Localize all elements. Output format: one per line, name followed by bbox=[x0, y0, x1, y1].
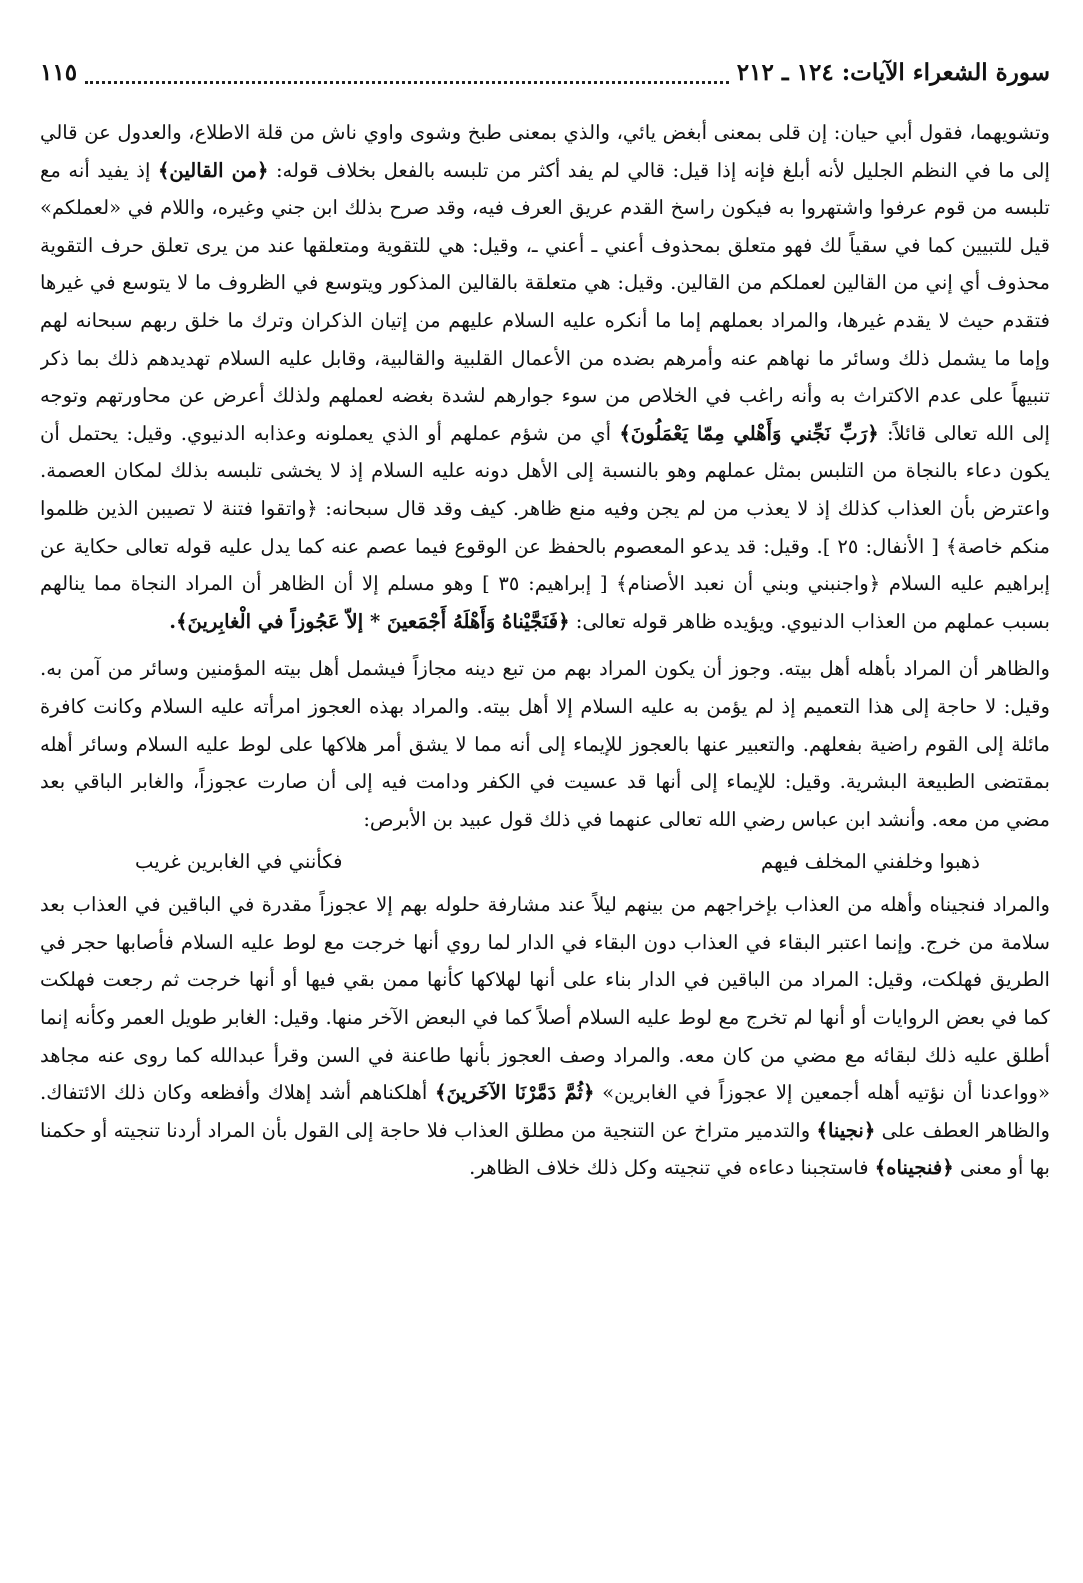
quran-verse-quote: ﴿فَنَجَّيْناهُ وَأَهْلَهُ أَجْمَعينَ * إلاّ عَجُوزاً في الْغابِرينَ﴾. bbox=[169, 609, 570, 633]
text-segment: والظاهر أن المراد بأهله أهل بيته. وجوز أن يكون المراد بهم من تبع دينه مجازاً فيشمل أهل بيته المؤمنين وسائر من آمن به. وقيل: لا حاجة إلى هذا التعميم إذ لم يؤمن به عليه السلام إلا أهل بيته. والمراد بهذه العجوز امرأته عليه السلام وكانت كافرة مائلة إلى القوم راضية بفعلهم. والتعبير عنها بالعجوز للإيماء إلى أنه مما لا يشق أمر هلاكها على لوط عليه السلام وسائر أهله بمقتضى الطبيعة البشرية. وقيل: للإيماء إلى أنها قد عسيت في الكفر ودامت فيه إلى أن صارت عجوزاً، والغابر الباقي بعد مضي من معه. وأنشد ابن عباس رضي الله تعالى عنهما في ذلك قول عبيد بن الأبرص: bbox=[40, 657, 1050, 831]
header-dotted-leader bbox=[85, 71, 729, 84]
paragraph-3 bbox=[40, 886, 1050, 1187]
text-segment: والتدمير متراخ عن التنجية من مطلق العذاب فلا حاجة إلى القول بأن المراد أردنا تنجيته أو حكمنا بها أو معنى bbox=[40, 1118, 1050, 1180]
surah-title: سورة الشعراء الآيات: ١٢٤ ـ ٢١٢ bbox=[736, 58, 1050, 86]
book-page bbox=[40, 52, 1050, 1552]
verse-first-hemistich: ذهبوا وخلفني المخلف فيهم bbox=[761, 850, 980, 874]
quran-verse-quote: ﴿فنجيناه﴾ bbox=[874, 1156, 954, 1180]
quran-verse-quote: ﴿ثُمَّ دَمَّرْنَا الآخَرينَ﴾ bbox=[435, 1081, 595, 1105]
poetry-verse bbox=[40, 838, 1050, 886]
text-segment: أي من شؤم عملهم أو الذي يعملونه وعذابه الدنيوي. وقيل: يحتمل أن يكون دعاء بالنجاة من التلبس بمثل عملهم وهو بالنسبة إلى الأهل دونه عليه السلام إذ لا يخشى تلبسه بذلك لمكان العصمة. واعترض بأن العذاب كذلك إذ لا يعذب من لم يجن وفيه منع ظاهر. كيف وقد قال سبحانه: ﴿واتقوا فتنة لا تصيبن الذين ظلموا منكم خاصة﴾ [ الأنفال: ٢٥ ]. وقيل: قد يدعو المعصوم بالحفظ عن الوقوع فيما عصم عنه كما يدل عليه قوله تعالى حكاية عن إبراهيم عليه السلام ﴿واجنبني وبني أن نعبد الأصنام﴾ [ إبراهيم: ٣٥ ] وهو مسلم إلا أن الظاهر أن المراد النجاة مما ينالهم بسبب عملهم من العذاب الدنيوي. ويؤيده ظاهر قوله تعالى: bbox=[40, 421, 1050, 633]
paragraph-1 bbox=[40, 114, 1050, 640]
verse-second-hemistich: فكأنني في الغابرين غريب bbox=[135, 850, 343, 874]
running-header bbox=[40, 52, 1050, 92]
text-segment: فاستجبنا دعاءه في تنجيته وكل ذلك خلاف الظاهر. bbox=[469, 1156, 875, 1180]
text-segment: وتشويهما، فقول أبي حيان: إن قلى بمعنى أبغض يائي، والذي بمعنى طبخ وشوى واوي ناش من قلة الاطلاع، والعدول عن قالي إلى ما في النظم الجليل لأنه أبلغ فإنه إذا قيل: قالي لم يفد أكثر من تلبسه بالفعل بخلاف قوله: bbox=[40, 121, 1050, 182]
text-segment: أهلكناهم أشد إهلاك وأفظعه وكان ذلك الائتفاك. والظاهر العطف على bbox=[40, 1081, 1050, 1142]
page-number: ١١٥ bbox=[40, 58, 78, 86]
quran-verse-quote: ﴿من القالين﴾ bbox=[157, 158, 269, 182]
quran-verse-quote: ﴿رَبِّ نَجِّني وَأَهْلي مِمّا يَعْمَلُونَ﴾ bbox=[619, 421, 879, 445]
paragraph-2 bbox=[40, 650, 1050, 838]
text-segment: والمراد فنجيناه وأهله من العذاب بإخراجهم من بينهم ليلاً عند مشارفة حلوله بهم إلا عجوزاً مقدرة في الباقين في العذاب بعد سلامة من خرج. وإنما اعتبر البقاء في العذاب دون البقاء في الدار لما روي أنها خرجت مع لوط عليه السلام فأصابها حجر في الطريق فهلكت، وقيل: المراد من الباقين في الدار بناء على أنها لهلاكها كأنها ممن بقي فيها أو أنها خرجت ثم رجعت فهلكت كما في بعض الروايات أو أنها لم تخرج مع لوط عليه السلام أصلاً كما في البعض الآخر منها. وقيل: الغابر طويل العمر وكأنه إنما أطلق عليه ذلك لبقائه مع مضي من كان معه. والمراد وصف العجوز بأنها طاعنة في السن وقرأ عبدالله كما روى عنه مجاهد «وواعدنا أن نؤتيه أهله أجمعين إلا عجوزاً في الغابرين» bbox=[40, 893, 1050, 1105]
text-segment: إذ يفيد أنه مع تلبسه من قوم عرفوا واشتهروا به فيكون راسخ القدم عريق العرف فيه، وقد صرح بذلك ابن جني وغيره، واللام في «لعملكم» قيل للتبيين كما في سقياً لك فهو متعلق بمحذوف أعني ـ أعني ـ، وقيل: هي للتقوية ومتعلقها عند من يرى تعلق حرف التقوية محذوف أي إني من القالين لعملكم من القالين. وقيل: هي متعلقة بالقالين المذكور ويتوسع في الظروف ما لا يتوسع في غيرها فتقدم حيث لا يقدم غيرها، والمراد بعملهم إما ما أنكره عليه السلام عليهم من إتيان الذكران وترك ما خلق ربهم سبحانه لهم وإما ما يشمل ذلك وسائر ما نهاهم عنه وأمرهم بضده من الأعمال القلبية والقالبية، وقابل عليه السلام تهديدهم ذلك بما ذكر تنبيهاً على عدم الاكتراث به وأنه راغب في الخلاص من سوء جوارهم لشدة بغضه لعملهم ولذلك أعرض عن محاورتهم وتوجه إلى الله تعالى قائلاً: bbox=[40, 158, 1050, 445]
quran-verse-quote: ﴿نجينا﴾ bbox=[816, 1118, 876, 1142]
